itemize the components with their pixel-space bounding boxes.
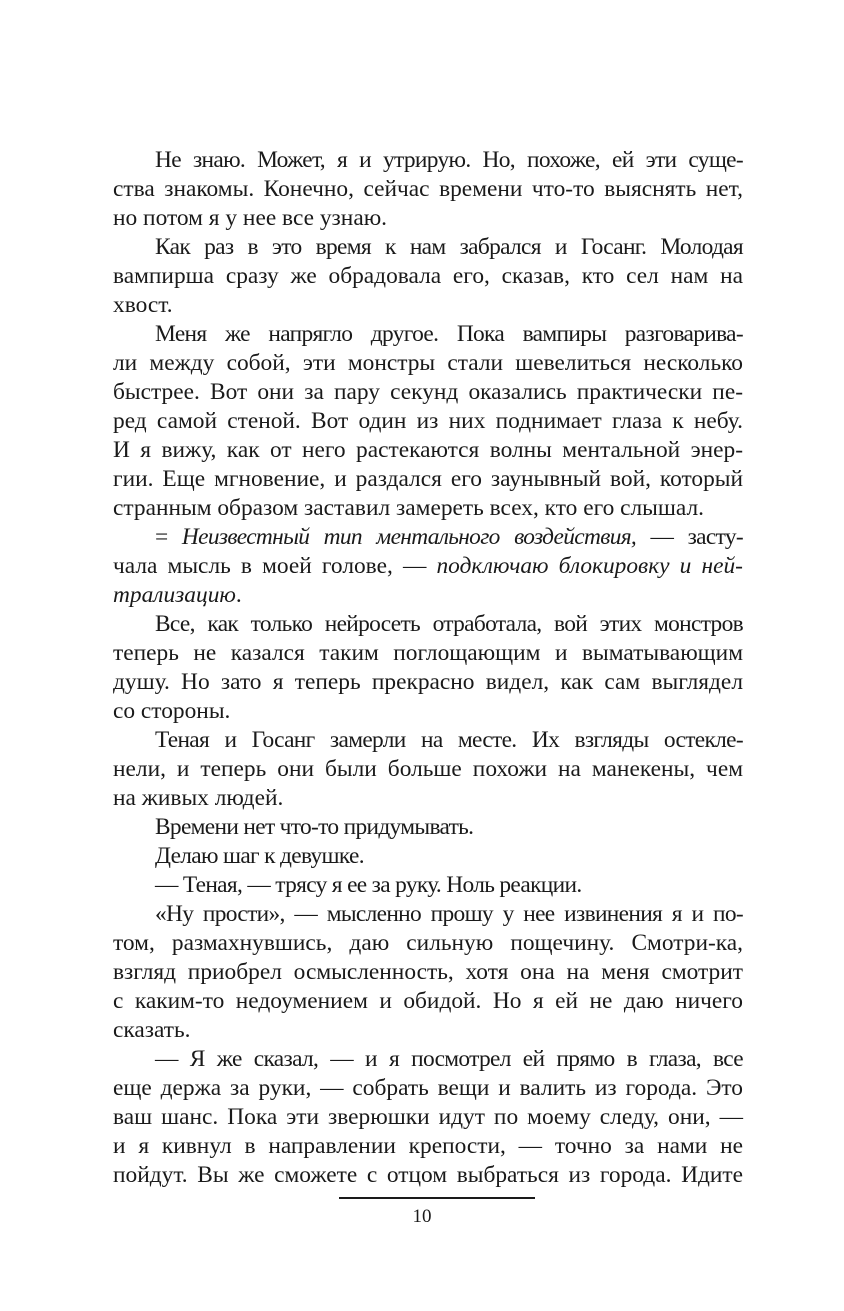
- paragraph: [113, 320, 743, 523]
- text-line: И я вижу, как от него растекаются волны ментальной энер-: [113, 437, 743, 463]
- paragraph: [113, 523, 743, 610]
- page-number: 10: [412, 1206, 432, 1227]
- text-line: вампирша сразу же обрадовала его, сказав, кто сел нам на: [113, 263, 743, 289]
- text-line: Теная и Госанг замерли на месте. Их взгляды остекле-: [155, 727, 743, 753]
- paragraph: [113, 146, 743, 233]
- text-line: Времени нет что-то придумывать.: [155, 814, 474, 840]
- italic-text-segment: подключаю блокировку и ней-: [436, 553, 743, 579]
- text-line: еще держа за руки, — собрать вещи и валить из города. Это: [113, 1075, 743, 1101]
- text-line: быстрее. Вот они за пару секунд оказались практически пе-: [113, 379, 743, 405]
- text-line: взгляд приобрел осмысленность, хотя она на меня смотрит: [113, 959, 743, 985]
- text-segment: — засту-: [636, 524, 743, 550]
- text-line: душу. Но зато я теперь прекрасно видел, как сам выглядел: [113, 669, 743, 695]
- text-segment: =: [155, 524, 182, 550]
- paragraph: [113, 726, 743, 813]
- text-line: Все, как только нейросеть отработала, вой этих монстров: [155, 611, 743, 637]
- text-segment: .: [235, 582, 242, 608]
- italic-text-segment: Неизвестный тип ментального воздействия,: [181, 524, 637, 550]
- text-line: пойдут. Вы же сможете с отцом выбраться из города. Идите: [113, 1162, 743, 1188]
- text-line: [113, 552, 743, 581]
- text-segment: чала мысль в моей голове, —: [113, 553, 437, 579]
- paragraph: [113, 233, 743, 320]
- text-line: том, размахнувшись, даю сильную пощечину. Смотри-ка,: [113, 930, 743, 956]
- page-body-text: [113, 146, 743, 1190]
- text-line: сказать.: [113, 1017, 191, 1043]
- text-line: гии. Еще мгновение, и раздался его заунывный вой, который: [113, 466, 743, 492]
- text-line: на живых людей.: [113, 785, 284, 811]
- text-line: Меня же напрягло другое. Пока вампиры разговарива-: [155, 321, 743, 347]
- text-line: [113, 523, 743, 552]
- footer-divider: [339, 1197, 535, 1199]
- text-line: — Теная, — трясу я ее за руку. Ноль реакции.: [155, 872, 582, 898]
- italic-text-segment: трализацию: [113, 582, 236, 608]
- text-line: Как раз в это время к нам забрался и Госанг. Молодая: [155, 234, 743, 260]
- text-line: ред самой стеной. Вот один из них поднимает глаза к небу.: [113, 408, 743, 434]
- paragraph: [113, 1045, 743, 1190]
- paragraph: [113, 610, 743, 726]
- text-line: [113, 581, 743, 610]
- paragraph: [113, 842, 743, 871]
- text-line: нели, и теперь они были больше похожи на манекены, чем: [113, 756, 743, 782]
- text-line: «Ну прости», — мысленно прошу у нее извинения я и по-: [155, 901, 743, 927]
- text-line: — Я же сказал, — и я посмотрел ей прямо в глаза, все: [155, 1046, 743, 1072]
- paragraph: [113, 813, 743, 842]
- text-line: Не знаю. Может, я и утрирую. Но, похоже, ей эти суще-: [155, 147, 743, 173]
- text-line: Делаю шаг к девушке.: [155, 843, 364, 869]
- text-line: хвост.: [113, 292, 173, 318]
- text-line: со стороны.: [113, 698, 231, 724]
- paragraph: [113, 900, 743, 1045]
- text-line: ли между собой, эти монстры стали шевелиться несколько: [113, 350, 743, 376]
- text-line: и я кивнул в направлении крепости, — точно за нами не: [113, 1133, 743, 1159]
- text-line: ваш шанс. Пока эти зверюшки идут по моему следу, они, —: [113, 1104, 743, 1130]
- text-line: ства знакомы. Конечно, сейчас времени что-то выяснять нет,: [113, 176, 743, 202]
- text-line: теперь не казался таким поглощающим и выматывающим: [113, 640, 743, 666]
- text-line: странным образом заставил замереть всех, кто его слышал.: [113, 495, 705, 521]
- text-line: но потом я у нее все узнаю.: [113, 205, 388, 231]
- paragraph: [113, 871, 743, 900]
- text-line: с каким-то недоумением и обидой. Но я ей не даю ничего: [113, 988, 743, 1014]
